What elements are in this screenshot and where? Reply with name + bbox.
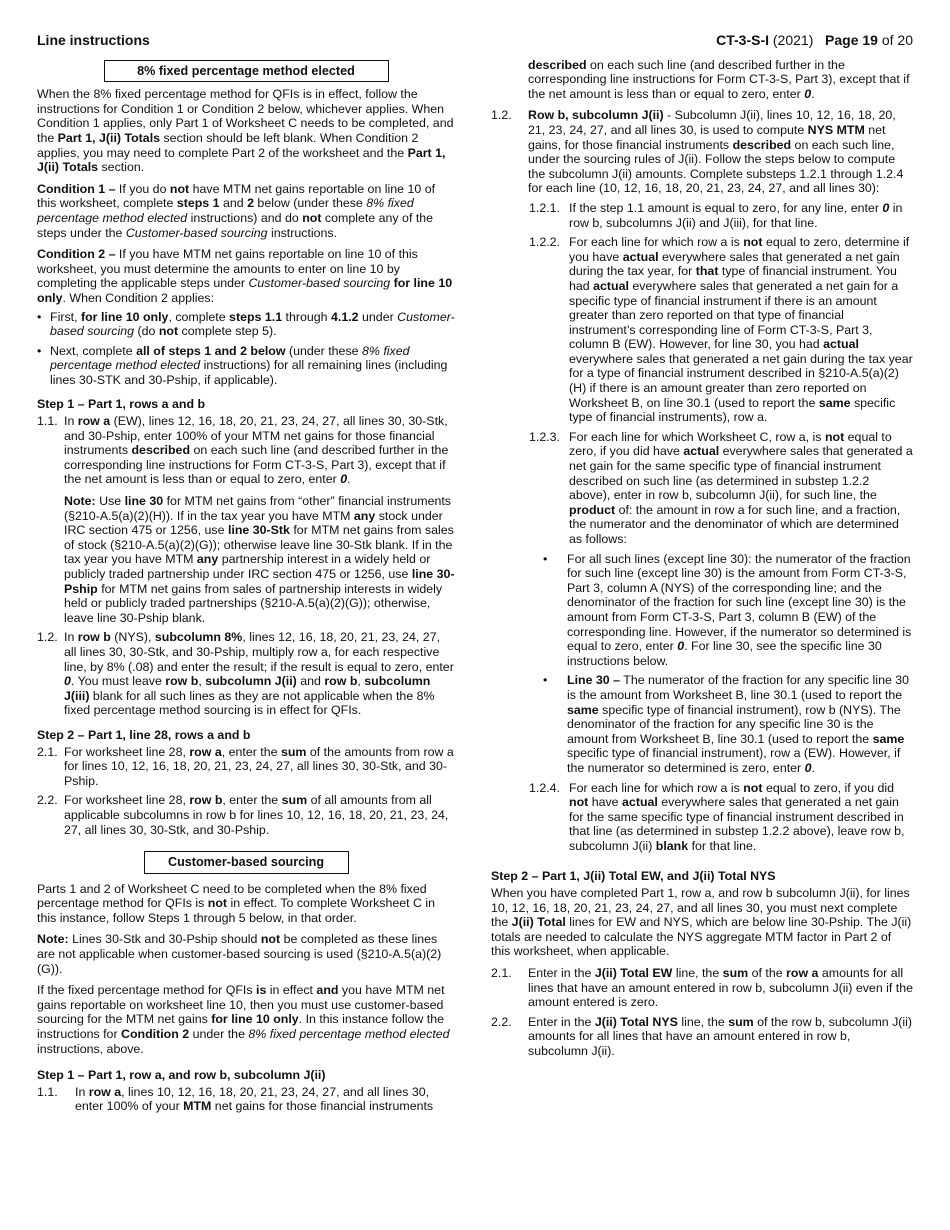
list-item: • First, for line 10 only, complete steps 1.1 through 4.1.2 under Customer-based sourcing (do not complete step 5). [37,309,455,339]
cb-step-1-heading: Step 1 – Part 1, row a, and row b, subcolumn J(ii) [37,1068,326,1083]
header-form-page: CT-3-S-I (2021) Page 19 of 20 [716,32,913,48]
step-1-1-continued: described on each such line (and described further in the corresponding line instructions for Form CT-3-S, Part 3), except that if the net amount is less than or equal to zero, enter 0. [528,57,910,101]
section-box-fixed-percentage: 8% fixed percentage method elected [104,60,389,83]
list-item: • Line 30 – The numerator of the fraction for any specific line 30 is the amount from Worksheet B, line 30.1 (used to report the same specific type of financial instrument), row b (NYS). The denominator of the fraction for any specific line 30 is the amount from Worksheet B, line 30.1 (used to report the same specific type of financial instrument), row a (EW). However, if the numerator so determined is zero, enter 0. [543,673,910,775]
left-column [37,60,455,1119]
step-1-2: 1.2. In row b (NYS), subcolumn 8%, lines 12, 16, 18, 20, 21, 23, 24, 27, all lines 30, 30-Stk, and 30-Pship, multiply row a, for each respective line, by 8% (.08) and enter the result; if the result is equal to zero, enter 0. You must leave row b, subcolumn J(ii) and row b, subcolumn J(iii) blank for all such lines as they are not applicable when the 8% fixed percentage method sourcing is in effect for QFIs. [37,630,454,718]
step-2-1: 2.1. For worksheet line 28, row a, enter the sum of the amounts from row a for lines 10, 12, 16, 18, 20, 21, 23, 24, 27, all lines 30, 30-Stk, and 30-Pship. [37,744,454,788]
header-section-title: Line instructions [37,32,150,48]
substep-1-2-1: 1.2.1. If the step 1.1 amount is equal to zero, for any line, enter 0 in row b, subcolumns J(ii) and J(iii), for that line. [529,200,903,230]
step-1-1: 1.1. In row a (EW), lines 12, 16, 18, 20, 21, 23, 24, 27, all lines 30, 30-Stk, and 30-Pship, enter 100% of your MTM net gains for those financial instruments described on each such line (and described further in the corresponding line instructions for Form CT-3-S, Part 3), except that if the net amount is less than or equal to zero, enter 0. [37,414,449,487]
substep-1-2-3: 1.2.3. For each line for which Worksheet C, row a, is not equal to zero, if you did have actual everywhere sales that generated a net gain for the same specific type of financial instrument described on such line (as determined in substep 1.2.2 above), enter in row b, subcolumn J(ii), for such line, the product of: the amount in row a for such line, and a fraction, the numerator and the denominator of which are determined as follows: [529,429,913,546]
substep-1-2-4: 1.2.4. For each line for which row a is not equal to zero, if you did not have actual everywhere sales that generated a net gain for the same specific type of financial instrument described in that line (as determined in substep 1.2.2 above), leave row b, subcolumn J(ii) blank for that line. [529,780,905,853]
cb-step-1-2: 1.2. Row b, subcolumn J(ii) - Subcolumn J(ii), lines 10, 12, 16, 18, 20, 21, 23, 24, 27, and all lines 30, is used to compute NYS MTM net gains, for those financial instruments described on each such line, under the sourcing rules of J(ii). Follow the steps below to compute the subcolumn J(ii) amounts. Complete substeps 1.2.1 through 1.2.4 for each line (10, 12, 16, 18, 20, 21, 23, 24, 27, and all lines 30): [491,108,904,196]
substep-1-2-2: 1.2.2. For each line for which row a is not equal to zero, determine if you have actual everywhere sales that generated a net gain during the tax year, for that type of financial instrument. You had actual everywhere sales that generated a net gain for a specific type of financial instrument if there is an amount greater than zero reported on that type of financial instrument’s corresponding line of Form CT-3-S, Part 3, column B (EW). However, for line 30, you had actual everywhere sales that generated a net gain during the tax year for a type of financial instrument described in §210-A.5(a)(2)(H) if there is an amount greater than zero reported on Worksheet B, on line 30.1 (used to report the same specific type of financial instruments), row a. [529,235,913,425]
cb-step-1-1: 1.1. In row a, lines 10, 12, 16, 18, 20, 21, 23, 24, 27, and all lines 30, enter 100% of your MTM net gains for those financial instruments [37,1084,434,1114]
intro-paragraph: When the 8% fixed percentage method for QFIs is in effect, follow the instructions for Condition 1 or Condition 2 below, whichever applies. When Condition 1 applies, only Part 1 of Worksheet C needs to be completed, and the Part 1, J(ii) Totals section should be left blank. When Condition 2 applies, you may need to complete Part 2 of the worksheet and the Part 1, J(ii) Totals section. [37,87,454,175]
cb-step-2-1: 2.1. Enter in the J(ii) Total EW line, the sum of the row a amounts for all lines that have an amount entered in row b, subcolumn J(ii) even if the amount entered is zero. [491,966,914,1010]
list-item: • For all such lines (except line 30): the numerator of the fraction for such line (except line 30) is the amount from Form CT-3-S, Part 3, column A (NYS) of the corresponding line; and the denominator of the fraction for such line (except line 30) is the amount from Form CT-3-S, Part 3, column B (EW) of the corresponding line. However, if the numerator so determined is equal to zero, enter 0. For line 30, see the specific line 30 instructions below. [543,551,912,668]
page-header [37,33,913,48]
customer-sourcing-note: Note: Lines 30-Stk and 30-Pship should not be completed as these lines are not applicable when customer-based sourcing is used (§210-A.5(a)(2)(G)). [37,932,442,976]
section-box-customer-sourcing: Customer-based sourcing [144,851,349,874]
condition-2-paragraph: Condition 2 – If you have MTM net gains reportable on line 10 of this worksheet, you must determine the amounts to enter on line 10 by completing the applicable steps under Customer-based sourcing for line 10 only. When Condition 2 applies: [37,247,453,305]
step-1-heading: Step 1 – Part 1, rows a and b [37,397,206,412]
step-2-2: 2.2. For worksheet line 28, row b, enter the sum of all amounts from all applicable subcolumns in row b for lines 10, 12, 16, 18, 20, 21, 23, 24, 27, all lines 30, 30-Stk, and 30-Pship. [37,793,449,837]
cb-step-2-heading: Step 2 – Part 1, J(ii) Total EW, and J(ii) Total NYS [491,869,776,884]
right-column [491,57,914,1119]
condition-1-paragraph: Condition 1 – If you do not have MTM net gains reportable on line 10 of this worksheet, complete steps 1 and 2 below (under these 8% fixed percentage method elected instructions) and do not complete any of the steps under the Customer-based sourcing instructions. [37,181,436,240]
customer-sourcing-fixed-note: If the fixed percentage method for QFIs is in effect and you have MTM net gains reportable on worksheet line 10, then you must use customer-based sourcing for the MTM net gains for line 10 only. In this instance follow the instructions for Condition 2 under the 8% fixed percentage method elected instructions, above. [37,983,450,1056]
cb-step-2-paragraph: When you have completed Part 1, row a, and row b subcolumn J(ii), for lines 10, 12, 16, 18, 20, 21, 23, 24, 27, and all lines 30, you must next complete the J(ii) Total lines for EW and NYS, which are below line 30-Pship. The J(ii) totals are needed to calculate the NYS aggregate MTM factor in Part 2 of this worksheet, when applicable. [491,886,912,959]
cb-step-2-2: 2.2. Enter in the J(ii) Total NYS line, the sum of the row b, subcolumn J(ii) amounts for all lines that have an amount entered in row b, subcolumn J(ii). [491,1014,913,1058]
list-item: • Next, complete all of steps 1 and 2 below (under these 8% fixed percentage method elected instructions) for all remaining lines (including lines 30-STK and 30-Pship, if applicable). [37,343,448,387]
step-2-heading: Step 2 – Part 1, line 28, rows a and b [37,727,251,742]
note-line-30: Note: Use line 30 for MTM net gains from “other” financial instruments (§210-A.5(a)(2)(H)). If in the tax year you have MTM any stock under IRC section 475 or 1256, use line 30-Stk for MTM net gains from sales of stock (§210-A.5(a)(2)(G)); otherwise leave line 30-Stk blank. If in the tax year you have MTM any partnership interest in a widely held or publicly traded partnership under IRC section 475 or 1256, use line 30-Pship for MTM net gains from sales of partnership interests in widely held or publicly traded partnerships (§210-A.5(a)(2)(G)); otherwise, leave line 30-Pship blank. [64,494,455,625]
customer-sourcing-intro: Parts 1 and 2 of Worksheet C need to be completed when the 8% fixed percentage method for QFIs is not in effect. To complete Worksheet C in this instance, follow Steps 1 through 5 below, in that order. [37,881,436,925]
